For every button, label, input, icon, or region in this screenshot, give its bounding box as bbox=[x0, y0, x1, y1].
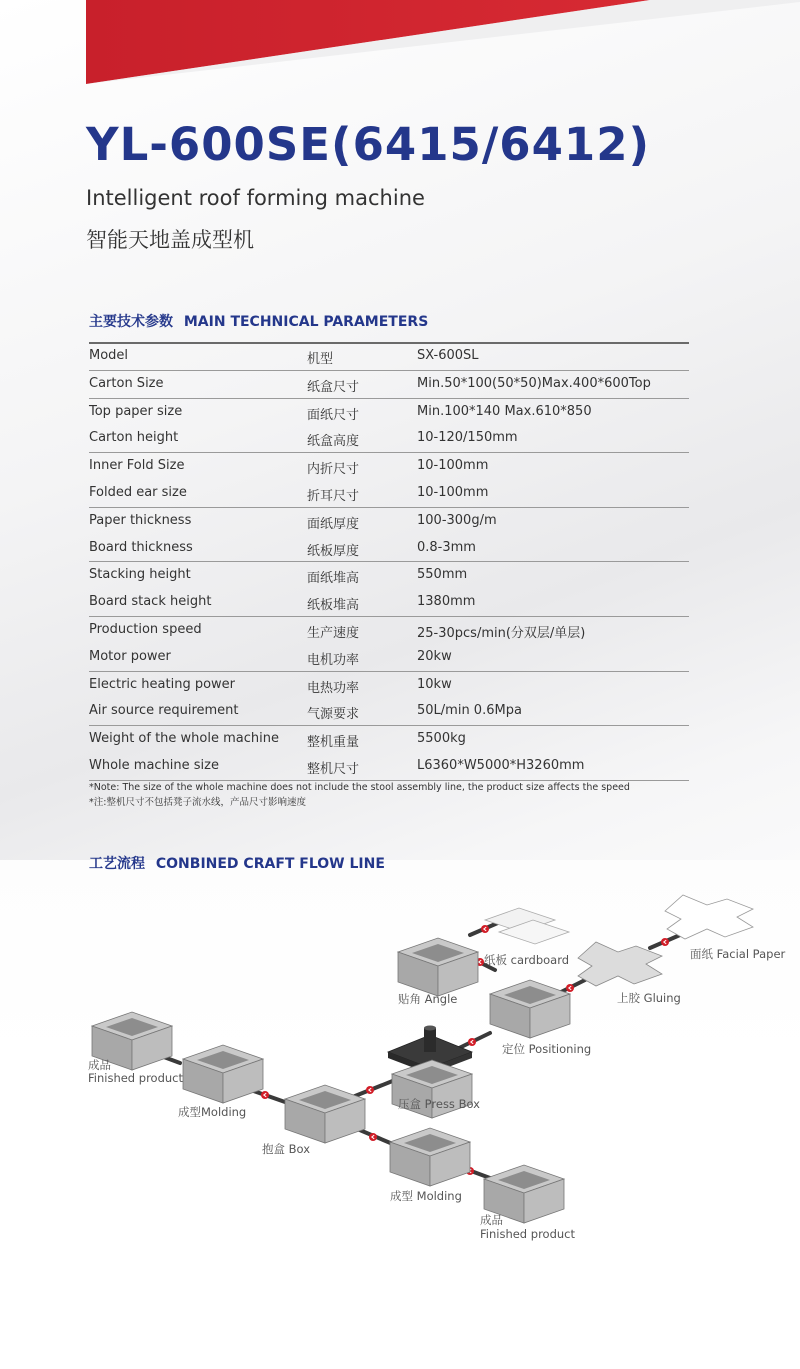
table-row bbox=[89, 425, 689, 453]
table-row bbox=[89, 343, 689, 371]
label-molding-2: 成型 Molding bbox=[390, 1189, 462, 1203]
param-value: 100-300g/m bbox=[417, 512, 497, 528]
flow-arrow-icon bbox=[261, 1091, 269, 1099]
red-header-banner bbox=[0, 0, 800, 90]
param-value: 25-30pcs/min(分双层/单层) bbox=[417, 625, 586, 641]
label-finished-1-cn: 成品 bbox=[88, 1058, 111, 1072]
param-name-cn: 面纸尺寸 bbox=[307, 407, 360, 423]
label-molding-1: 成型Molding bbox=[178, 1105, 247, 1119]
param-name-cn: 纸板堆高 bbox=[307, 598, 360, 614]
param-value: Min.100*140 Max.610*850 bbox=[417, 403, 592, 419]
model-title: YL-600SE(6415/6412) bbox=[86, 118, 651, 171]
param-name-cn: 面纸厚度 bbox=[307, 516, 360, 532]
table-row bbox=[89, 617, 689, 644]
param-name: Motor power bbox=[89, 648, 171, 664]
molding-box-2 bbox=[390, 1128, 470, 1186]
param-name-cn: 气源要求 bbox=[307, 707, 360, 723]
table-row bbox=[89, 589, 689, 617]
param-name-cn: 电热功率 bbox=[307, 680, 360, 696]
table-row bbox=[89, 726, 689, 753]
param-name: Carton Size bbox=[89, 375, 164, 391]
angle-box bbox=[398, 938, 478, 996]
param-value: SX-600SL bbox=[417, 348, 479, 363]
flow-arrow-icon bbox=[366, 1086, 374, 1094]
param-name-cn: 机型 bbox=[307, 352, 334, 367]
label-angle: 贴角 Angle bbox=[398, 992, 458, 1006]
param-name-cn: 整机重量 bbox=[307, 735, 360, 751]
param-name-cn: 面纸堆高 bbox=[307, 571, 360, 587]
param-name-cn: 折耳尺寸 bbox=[307, 488, 360, 504]
param-name: Model bbox=[89, 348, 129, 363]
param-value: 1380mm bbox=[417, 594, 476, 610]
flow-arrow-icon bbox=[468, 1038, 476, 1046]
note-english: *Note: The size of the whole machine does not include the stool assembly line, the product size affects the speed bbox=[89, 782, 630, 793]
param-name-cn: 整机尺寸 bbox=[307, 761, 360, 777]
param-value: 10-100mm bbox=[417, 458, 489, 474]
param-name-cn: 内折尺寸 bbox=[307, 462, 360, 478]
param-name: Whole machine size bbox=[89, 757, 219, 773]
param-name-cn: 生产速度 bbox=[307, 625, 360, 641]
note-chinese: *注:整机尺寸不包括凳子流水线，产品尺寸影响速度 bbox=[89, 797, 306, 808]
table-row bbox=[89, 562, 689, 589]
subtitle-english: Intelligent roof forming machine bbox=[86, 186, 425, 210]
param-name: Carton height bbox=[89, 430, 179, 446]
params-title-en: MAIN TECHNICAL PARAMETERS bbox=[183, 314, 429, 330]
params-section-title bbox=[89, 311, 428, 331]
table-row bbox=[89, 644, 689, 672]
table-row bbox=[89, 453, 689, 480]
label-press-box: 压盒 Press Box bbox=[398, 1097, 480, 1111]
param-name: Board thickness bbox=[89, 539, 193, 555]
param-value: 550mm bbox=[417, 567, 468, 583]
param-name: Production speed bbox=[89, 621, 202, 637]
label-cardboard: 纸板 cardboard bbox=[484, 953, 570, 967]
label-box: 抱盒 Box bbox=[262, 1142, 311, 1156]
flow-section-title bbox=[89, 853, 385, 873]
param-value: 20kw bbox=[417, 648, 452, 664]
flow-arrow-icon bbox=[481, 925, 489, 933]
label-gluing: 上胶 Gluing bbox=[617, 991, 681, 1005]
param-value: L6360*W5000*H3260mm bbox=[417, 757, 585, 773]
flow-arrow-icon bbox=[661, 938, 669, 946]
param-name-cn: 纸板厚度 bbox=[307, 543, 360, 559]
param-name: Board stack height bbox=[89, 594, 212, 610]
molding-box-1 bbox=[183, 1045, 263, 1103]
label-finished-1-en: Finished product bbox=[88, 1071, 183, 1085]
param-value: 10-120/150mm bbox=[417, 430, 518, 446]
param-value: 5500kg bbox=[417, 731, 466, 747]
param-name: Paper thickness bbox=[89, 512, 192, 528]
param-name-cn: 电机功率 bbox=[307, 652, 360, 668]
table-row bbox=[89, 535, 689, 563]
param-name: Air source requirement bbox=[89, 703, 239, 719]
param-name-cn: 纸盒尺寸 bbox=[307, 379, 360, 395]
table-row bbox=[89, 480, 689, 508]
table-row bbox=[89, 371, 689, 399]
table-row bbox=[89, 672, 689, 699]
param-name: Electric heating power bbox=[89, 676, 236, 692]
param-value: 10kw bbox=[417, 676, 452, 692]
label-finished-2-en: Finished product bbox=[480, 1227, 575, 1241]
cardboard-sheets bbox=[485, 908, 569, 944]
param-name: Weight of the whole machine bbox=[89, 731, 279, 747]
label-positioning: 定位 Positioning bbox=[502, 1042, 592, 1056]
label-facial-paper: 面纸 Facial Paper bbox=[690, 947, 786, 961]
param-value: 10-100mm bbox=[417, 484, 489, 500]
param-name: Inner Fold Size bbox=[89, 458, 185, 474]
craft-flow-diagram bbox=[0, 880, 800, 1260]
notes bbox=[89, 780, 630, 810]
positioning-box bbox=[490, 980, 570, 1038]
facial-paper-sheet bbox=[665, 895, 753, 939]
params-title-cn: 主要技术参数 bbox=[89, 314, 173, 330]
hold-box bbox=[285, 1085, 365, 1143]
table-row bbox=[89, 698, 689, 726]
label-finished-2-cn: 成品 bbox=[480, 1213, 503, 1227]
table-row bbox=[89, 753, 689, 781]
param-value: Min.50*100(50*50)Max.400*600Top bbox=[417, 375, 651, 391]
param-name: Top paper size bbox=[89, 403, 183, 419]
subtitle-chinese: 智能天地盖成型机 bbox=[86, 228, 254, 252]
flow-arrow-icon bbox=[369, 1133, 377, 1141]
param-value: 50L/min 0.6Mpa bbox=[417, 703, 522, 719]
param-name: Stacking height bbox=[89, 567, 191, 583]
flow-title-cn: 工艺流程 bbox=[89, 856, 145, 872]
flow-arrow-icon bbox=[566, 984, 574, 992]
table-row bbox=[89, 508, 689, 535]
param-name: Folded ear size bbox=[89, 484, 187, 500]
flow-title-en: CONBINED CRAFT FLOW LINE bbox=[155, 856, 385, 872]
parameters-table bbox=[89, 343, 689, 781]
param-name-cn: 纸盒高度 bbox=[307, 434, 360, 450]
param-value: 0.8-3mm bbox=[417, 539, 476, 555]
table-row bbox=[89, 399, 689, 426]
